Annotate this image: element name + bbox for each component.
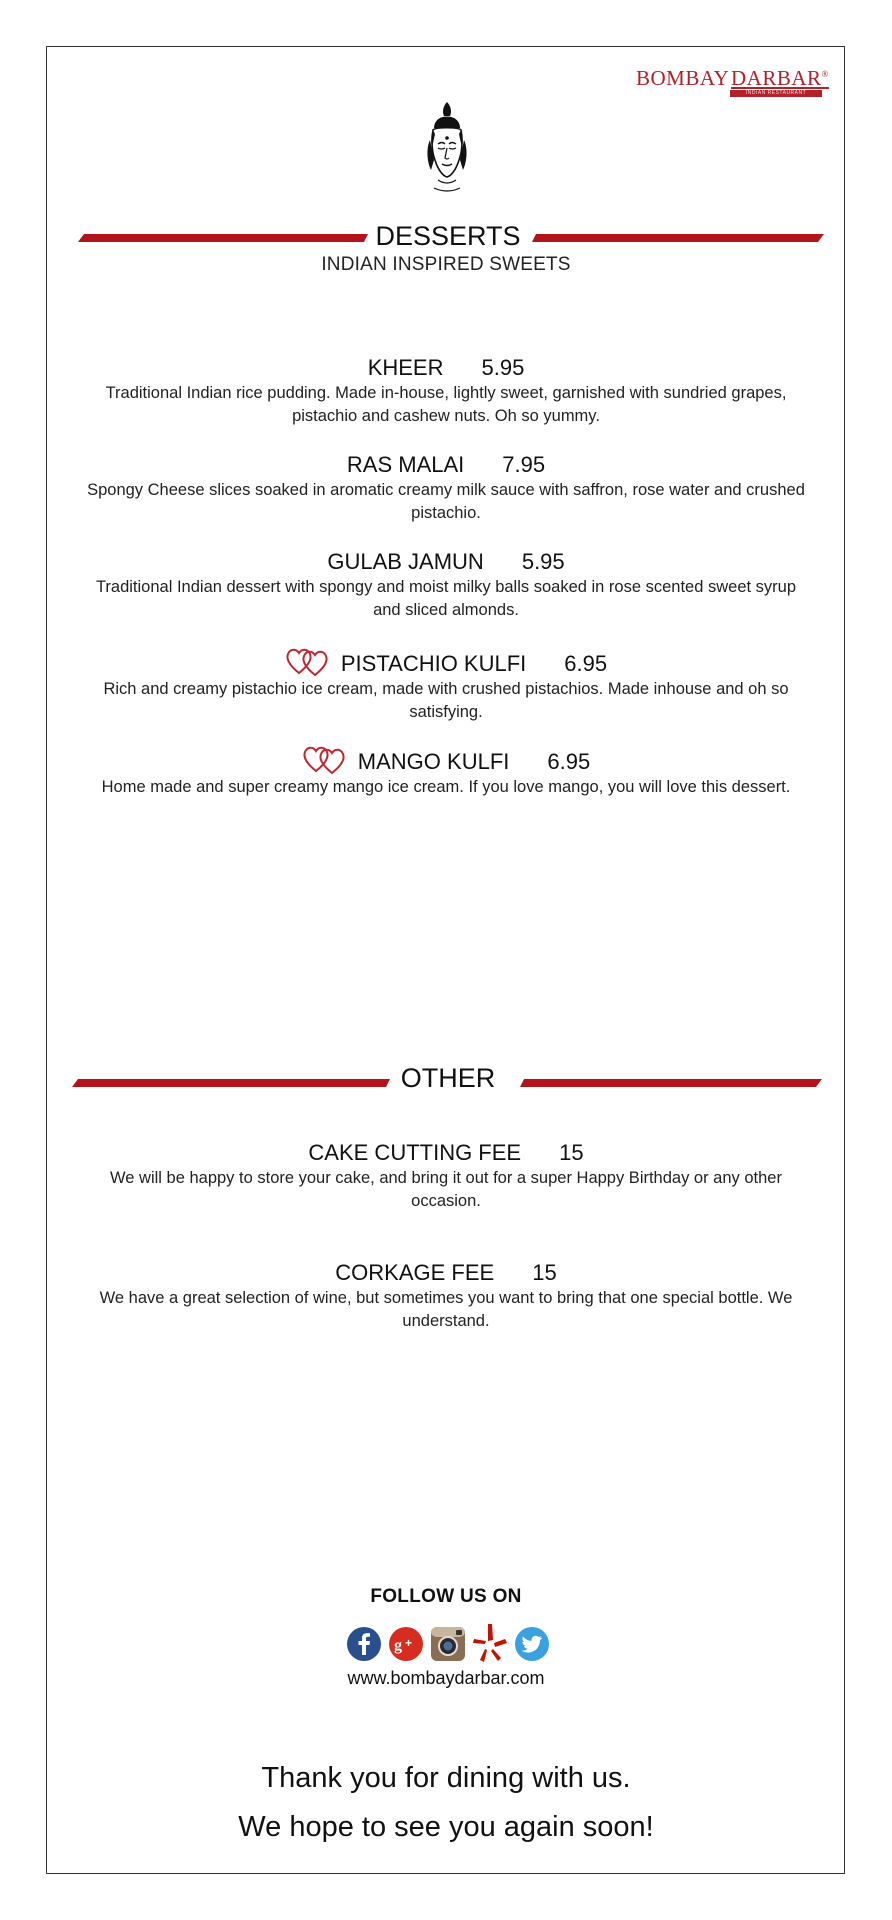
menu-item-gulab-jamun: [80, 548, 812, 622]
menu-item-kheer: [80, 354, 812, 428]
menu-item-name: GULAB JAMUN: [327, 549, 484, 574]
menu-item-name-row: [80, 548, 812, 576]
logo-tagline: INDIAN RESTAURANT: [730, 90, 822, 97]
other-section-header: [70, 1063, 826, 1097]
follow-us-heading: FOLLOW US ON: [370, 1586, 522, 1607]
favorite-hearts-icon: [285, 645, 333, 677]
menu-item-price: 6.95: [564, 651, 608, 676]
google-plus-icon[interactable]: [388, 1626, 424, 1662]
menu-item-name: RAS MALAI: [346, 452, 465, 477]
see-you-again-line: We hope to see you again soon!: [238, 1811, 654, 1843]
desserts-section-header: [70, 221, 826, 255]
svg-text:+: +: [405, 1636, 413, 1650]
thank-you-line: Thank you for dining with us.: [261, 1762, 631, 1794]
menu-item-price: 5.95: [481, 355, 525, 380]
menu-item-ras-malai: [80, 451, 812, 525]
menu-item-description: We will be happy to store your cake, and bring it out for a super Happy Birthday or any other occasion.: [110, 1169, 782, 1210]
menu-item-cake-cutting-fee: [80, 1139, 812, 1213]
logo-word-darbar: [731, 66, 829, 91]
menu-item-name: MANGO KULFI: [357, 749, 510, 774]
menu-item-mango-kulfi: [80, 743, 812, 799]
menu-item-price: 5.95: [521, 549, 565, 574]
menu-item-name-row: [80, 743, 812, 776]
menu-item-pistachio-kulfi: [80, 645, 812, 724]
menu-item-name: KHEER: [367, 355, 444, 380]
desserts-subtitle: INDIAN INSPIRED SWEETS: [321, 254, 571, 275]
menu-item-name-row: [80, 451, 812, 479]
menu-item-description: We have a great selection of wine, but sometimes you want to bring that one special bottle. We understand.: [99, 1289, 793, 1330]
logo-word-bombay: BOMBAY: [636, 66, 730, 90]
twitter-icon[interactable]: [514, 1626, 550, 1662]
menu-item-description: Rich and creamy pistachio ice cream, made with crushed pistachios. Made inhouse and oh so satisfying.: [103, 680, 789, 721]
menu-item-description: Home made and super creamy mango ice cream. If you love mango, you will love this dessert.: [101, 778, 791, 796]
menu-item-name: CORKAGE FEE: [335, 1260, 495, 1285]
menu-item-name: PISTACHIO KULFI: [340, 651, 527, 676]
logo-word-darbar-text: DARBAR: [731, 66, 822, 90]
facebook-icon[interactable]: [346, 1626, 382, 1662]
menu-item-description: Spongy Cheese slices soaked in aromatic creamy milk sauce with saffron, rose water and crushed pistachio.: [87, 481, 805, 522]
yelp-icon[interactable]: [472, 1622, 508, 1664]
website-link[interactable]: www.bombaydarbar.com: [347, 1668, 545, 1688]
logo-registered-mark: ®: [821, 69, 829, 79]
menu-item-description: Traditional Indian rice pudding. Made in-house, lightly sweet, garnished with sundried grapes, pistachio and cashew nuts. Oh so yummy.: [105, 384, 787, 425]
menu-item-name-row: [80, 1139, 812, 1167]
menu-item-price: 6.95: [547, 749, 591, 774]
other-title: OTHER: [400, 1063, 496, 1093]
desserts-title: DESSERTS: [375, 221, 521, 251]
svg-text:g: g: [394, 1637, 402, 1654]
menu-item-name: CAKE CUTTING FEE: [308, 1140, 522, 1165]
menu-item-price: 7.95: [502, 452, 546, 477]
menu-item-price: 15: [559, 1140, 584, 1165]
favorite-hearts-icon: [302, 743, 350, 775]
buddha-head-icon: [416, 100, 478, 196]
menu-item-description: Traditional Indian dessert with spongy and moist milky balls soaked in rose scented sweet syrup and sliced almonds.: [95, 578, 797, 619]
menu-item-price: 15: [532, 1260, 557, 1285]
menu-item-name-row: [80, 645, 812, 678]
instagram-icon[interactable]: [430, 1626, 466, 1662]
bombay-darbar-logo: [636, 66, 829, 96]
menu-item-name-row: [80, 354, 812, 382]
social-icons: [346, 1622, 550, 1668]
menu-item-corkage-fee: [80, 1259, 812, 1333]
menu-item-name-row: [80, 1259, 812, 1287]
